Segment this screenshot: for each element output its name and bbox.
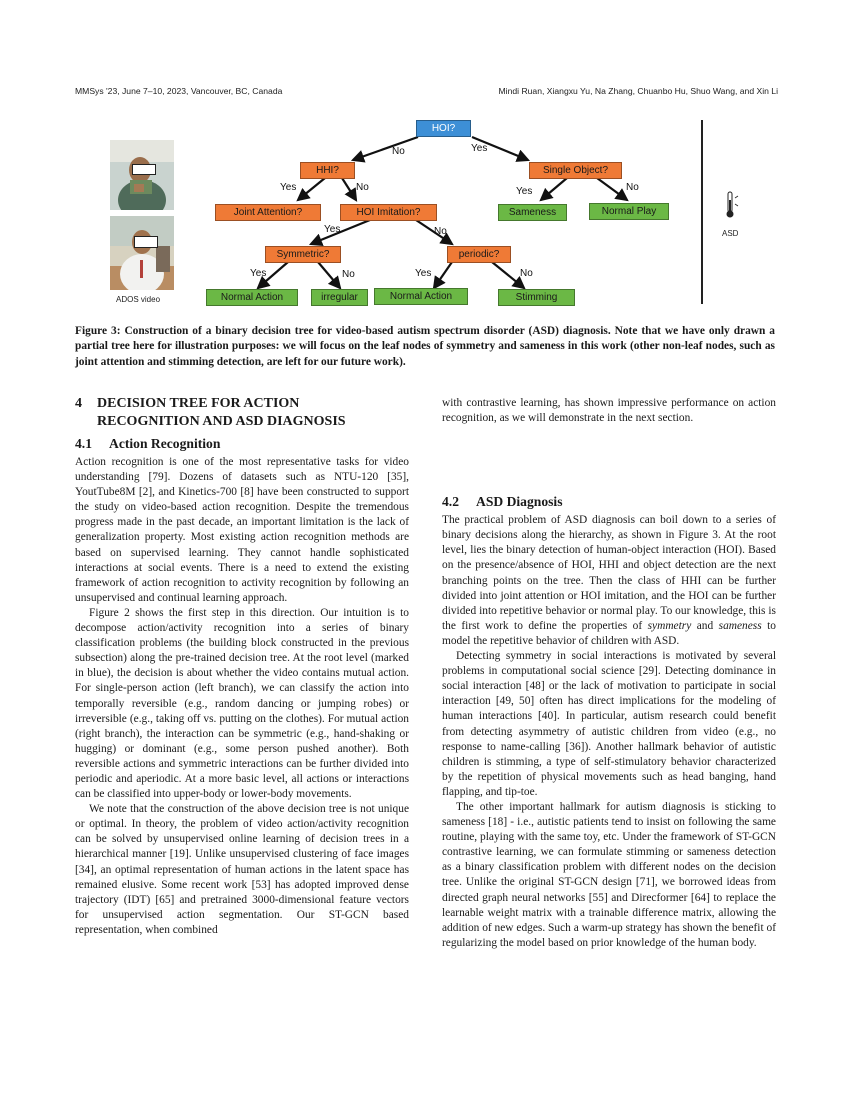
edge-label-yes: Yes — [324, 224, 341, 235]
node-normal-action-left: Normal Action — [206, 289, 298, 306]
node-joint-attention: Joint Attention? — [215, 204, 321, 221]
edge-label-no: No — [342, 269, 355, 280]
edge-label-yes: Yes — [250, 268, 267, 279]
edge-hoi-hhi — [353, 137, 418, 160]
node-irregular: irregular — [311, 289, 368, 306]
emphasis-symmetry: symmetry — [647, 619, 692, 632]
subsection-4-1-heading — [75, 435, 409, 452]
left-column — [75, 395, 409, 938]
node-hhi: HHI? — [300, 162, 355, 179]
node-single-object: Single Object? — [529, 162, 622, 179]
running-header-left: MMSys '23, June 7–10, 2023, Vancouver, BC, Canada — [75, 86, 283, 96]
subsection-title: Action Recognition — [109, 436, 221, 451]
node-hoi: HOI? — [416, 120, 471, 137]
edge-label-no: No — [392, 146, 405, 157]
paragraph — [442, 513, 776, 649]
edge-single-normalplay — [597, 178, 627, 200]
edge-label-yes: Yes — [516, 186, 533, 197]
thermometer-icon — [727, 192, 739, 218]
node-periodic: periodic? — [447, 246, 511, 263]
edge-hoiimit-symmetric — [311, 220, 370, 244]
subsection-number: 4.2 — [442, 494, 459, 510]
paragraph: We note that the construction of the above decision tree is not unique or optimal. In theory, the problem of video action/activity recognition can be solved by unsupervised online learning of decision trees in a hierarchical manner [19]. Unlike unsupervised clustering of face images [34], an optimal representation of human actions in the latent space has remained elusive. Some recent work [53] has adopted improved dense trajectory (IDT) [65] and pretrained 3000-dimensional feature vectors for unsupervised action segmentation. Our ST-GCN based representation, when combined — [75, 803, 409, 936]
node-normal-action-right: Normal Action — [374, 288, 468, 305]
emphasis-sameness: sameness — [718, 619, 762, 632]
edge-symmetric-irregular — [318, 262, 340, 288]
paragraph: Action recognition is one of the most representative tasks for video understanding [79]. Dozens of datasets such as NTU-120 [35], YoutTube8M [2], and Kinetics-700 [8] have been constructed to support the study on video-based action recognition. Despite the tremendous progress made in the past decade, an important limitation is the lack of generalization property. Most existing action recognition methods are based on supervised learning. They cannot handle sophisticated interactions at social events. There is a need to extend the existing framework of action recognition to activity recognition by following an unsupervised and continual learning approach. — [75, 456, 409, 604]
node-sameness: Sameness — [498, 204, 567, 221]
edge-label-yes: Yes — [280, 182, 297, 193]
edge-label-no: No — [434, 226, 447, 237]
figure-3 — [100, 112, 780, 312]
subsection-4-2-heading — [442, 493, 776, 510]
section-title-line2: RECOGNITION AND ASD DIAGNOSIS — [97, 413, 346, 429]
tree-edges — [100, 112, 780, 312]
node-symmetric: Symmetric? — [265, 246, 341, 263]
section-number: 4 — [75, 396, 82, 411]
text-run: The practical problem of ASD diagnosis can boil down to a series of binary decisions along the hierarchy, as shown in Figure 3. At the root level, lies the binary detection of human-object interaction (HOI). Based on the presence/absence of HOI, HHI and object detection are the next branching points on the tree. Then the class of HHI can be further divided into joint attention or HOI imitation, and the HOI can be further divided into repetitive behavior or normal play. To our knowledge, this is the first work to define the properties of — [442, 514, 776, 632]
edge-label-no: No — [626, 182, 639, 193]
edge-label-yes: Yes — [471, 143, 488, 154]
paragraph: Figure 2 shows the first step in this direction. Our intuition is to decompose action/activity recognition into a series of binary classification problems (the building block constructed in the previous subsection) along the pre-trained decision tree. At the root level (marked in blue), the decision is about whether the video contains mutual action. For single-person action (left branch), we can classify the action into temporally reversible (e.g., random dancing or jumping robes) or irreversible (e.g., taking off vs. putting on the clothes). For mutual action (right branch), the interaction can be symmetric (e.g., hand-shaking or hugging) or dominant (e.g., some person pushed another). Both reversible actions and symmetric interactions can be further divided into periodic and aperiodic. At a more basic level, all actions or interactions can be classified into upper-body or lower-body movements. — [75, 606, 409, 801]
text-run: and — [691, 619, 719, 632]
edge-periodic-normal — [434, 262, 452, 288]
ados-video-label: ADOS video — [116, 295, 161, 304]
right-column — [442, 396, 776, 951]
running-header-right: Mindi Ruan, Xiangxu Yu, Na Zhang, Chuanbo Hu, Shuo Wang, and Xin Li — [498, 86, 778, 96]
node-normal-play: Normal Play — [589, 203, 669, 220]
edge-label-no: No — [520, 268, 533, 279]
paragraph-continuation: with contrastive learning, has shown impressive performance on action recognition, as we will demonstrate in the next section. — [442, 397, 776, 425]
paragraph: The other important hallmark for autism diagnosis is sticking to sameness [18] - i.e., autistic patients tend to insist on following the same routine, playing with the same toy, etc. Under the framework of ST-GCN contrastive learning, we can formulate stimming or sameness detection as a binary classification problem with different nodes on the decision tree. Unlike the original ST-GCN design [71], we borrowed ideas from directed graph neural networks [55] and Direcformer [64] to replace the learnable weight matrix with a trainable difference matrix, allowing the addition of new edges. Such a warm-up strategy has shown the benefit of regularizing the model based on prior knowledge of the human body. — [442, 800, 776, 949]
subsection-title: ASD Diagnosis — [476, 494, 563, 510]
text-run: to model the repetitive behavior of children with ASD. — [442, 619, 776, 647]
edge-label-yes: Yes — [415, 268, 432, 279]
edge-hhi-joint — [298, 178, 325, 200]
node-stimming: Stimming — [498, 289, 575, 306]
edge-label-no: No — [356, 182, 369, 193]
section-title-line1: DECISION TREE FOR ACTION — [97, 396, 300, 411]
asd-label: ASD — [722, 229, 739, 238]
section-4-heading — [75, 395, 409, 430]
figure-divider — [701, 120, 703, 304]
subsection-number: 4.1 — [75, 436, 92, 451]
paragraph: Detecting symmetry in social interactions is motivated by several problems in computational social science [29]. Detecting dominance in social interaction [48] or the lack of motivation to participate in social interaction [49, 50] often has direct implications for the modeling of human interactions [40]. In particular, autism research could benefit from detecting asymmetry of autistic children from video (e.g., no response to name-calling [36]). Another hallmark behavior of autistic children is stimming, a type of self-stimulatory behavior characterized by the repetition of physical movements such as head banging, hand flapping, and tip-toe. — [442, 650, 776, 798]
node-hoi-imitation: HOI Imitation? — [340, 204, 437, 221]
figure-caption: Figure 3: Construction of a binary decision tree for video-based autism spectrum disorder (ASD) diagnosis. Note that we have only drawn a partial tree here for illustration purposes: we will focus on the leaf nodes of symmetry and sameness in this work (other non-leaf nodes, such as joint attention and stimming detection, are left for our future work). — [75, 325, 775, 368]
edge-hhi-hoiimit — [342, 178, 356, 200]
edge-single-sameness — [541, 178, 567, 200]
